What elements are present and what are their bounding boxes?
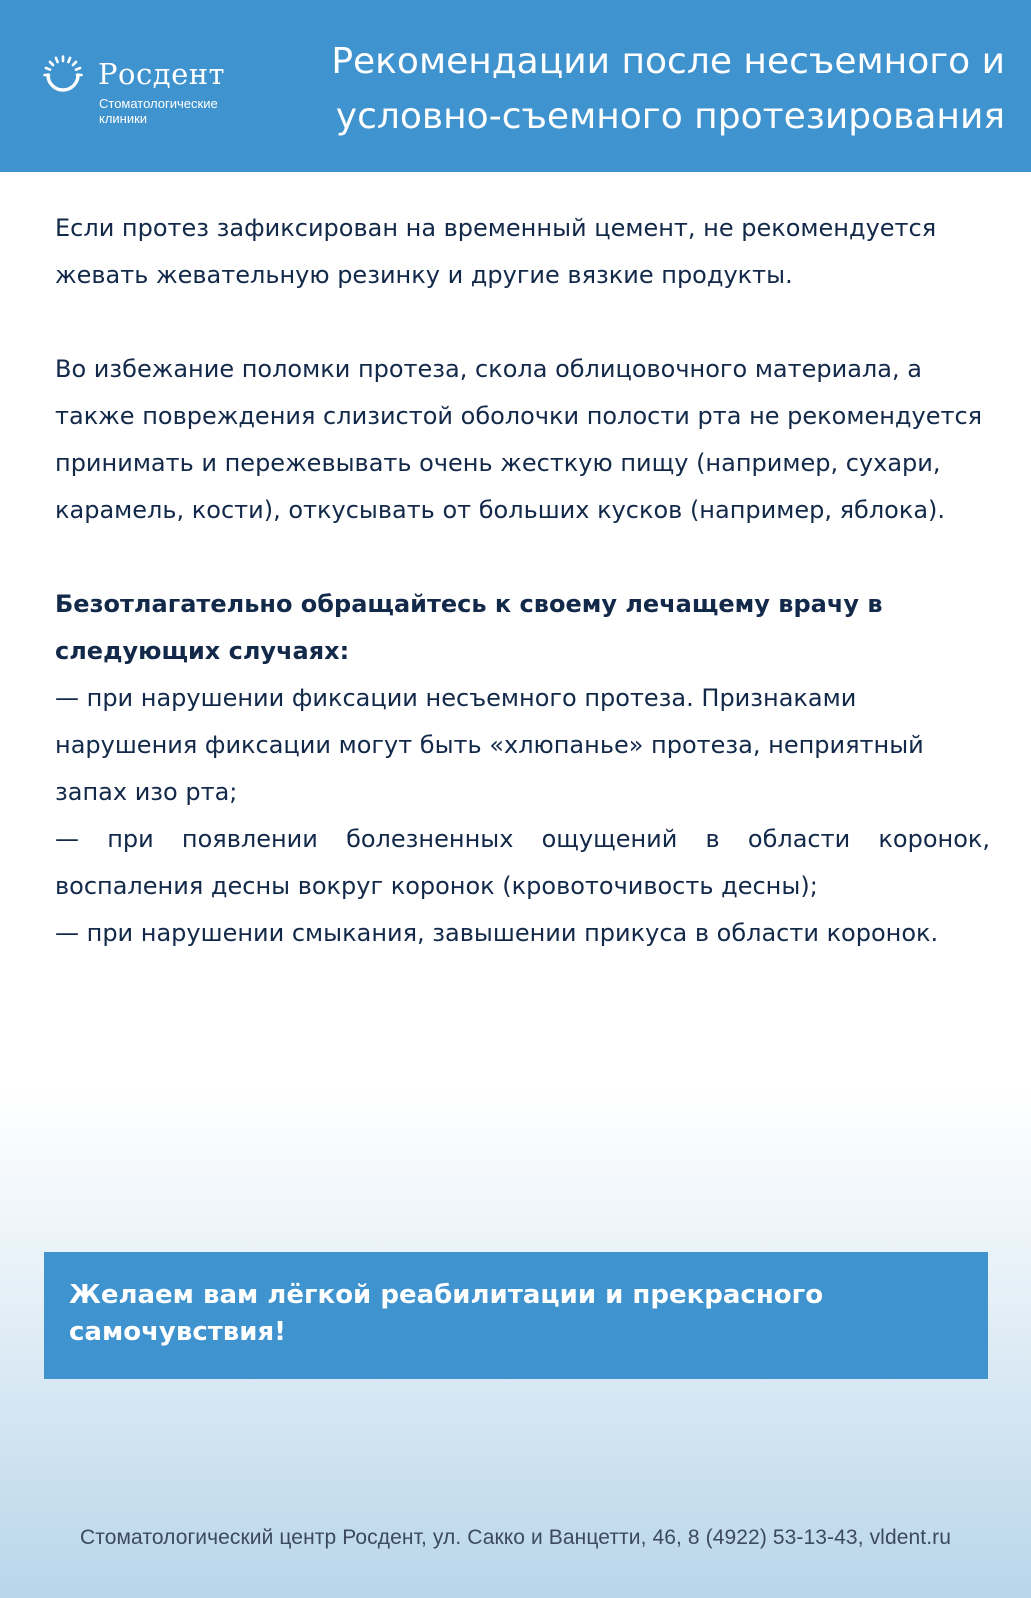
wish-text: Желаем вам лёгкой реабилитации и прекрасного самочувствия!	[69, 1280, 824, 1347]
recommendations-body	[55, 205, 990, 957]
case-item: — при нарушении фиксации несъемного протеза. Признаками нарушения фиксации могут быть «хлюпанье» протеза, неприятный запах изо рта;	[55, 684, 924, 806]
case-item: — при нарушении смыкания, завышении прикуса в области коронок.	[55, 919, 939, 947]
brand-name: Росдент	[98, 57, 226, 91]
urgent-cases-section	[55, 581, 990, 957]
brand-logo	[42, 50, 252, 130]
header-banner	[0, 0, 1031, 172]
cement-paragraph: Если протез зафиксирован на временный цемент, не рекомендуется жевать жевательную резинку и другие вязкие продукты.	[55, 214, 937, 289]
logo-ring-icon	[42, 54, 84, 96]
hard-food-paragraph: Во избежание поломки протеза, скола облицовочного материала, а также повреждения слизистой оболочки полости рта не рекомендуется принимать и пережевывать очень жесткую пищу (например, сухари, карамель, кости), откусывать от больших кусков (например, яблока).	[55, 355, 983, 524]
footer-contacts: Стоматологический центр Росдент, ул. Сакко и Ванцетти, 46, 8 (4922) 53-13-43, vldent.ru	[79, 1526, 952, 1549]
wish-banner	[44, 1252, 988, 1379]
urgent-heading: Безотлагательно обращайтесь к своему лечащему врачу в следующих случаях:	[55, 590, 883, 665]
page-title: Рекомендации после несъемного и условно-съемного протезирования	[331, 41, 1005, 137]
case-item: — при появлении болезненных ощущений в области коронок, воспаления десны вокруг коронок (кровоточивость десны);	[55, 825, 990, 900]
brand-subtitle: Стоматологические клиники	[99, 96, 218, 126]
